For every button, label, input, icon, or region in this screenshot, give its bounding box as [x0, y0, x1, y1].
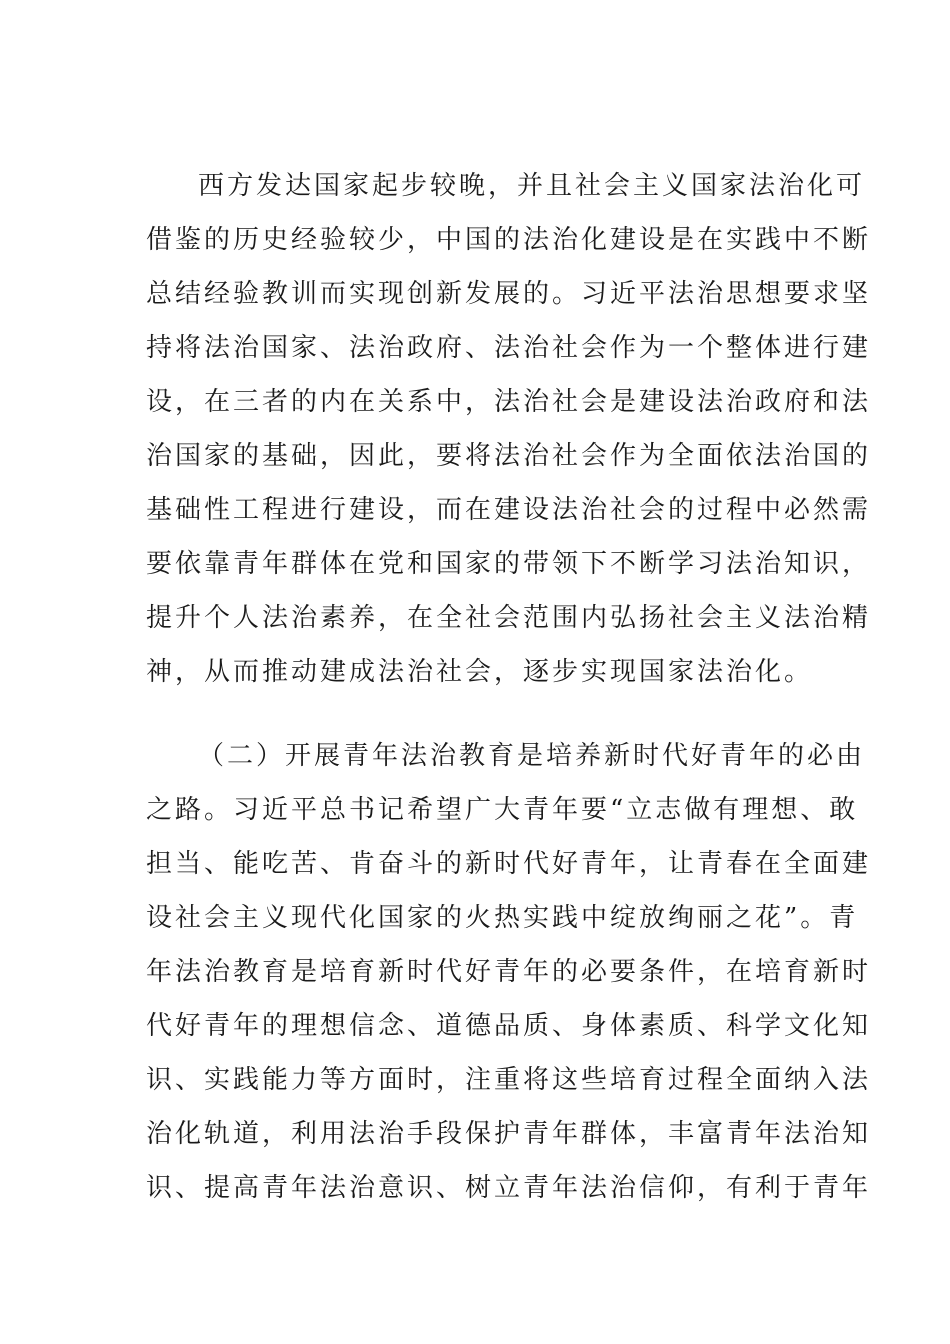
paragraph-line: 识、实践能力等方面时，注重将这些培育过程全面纳入法 — [146, 1065, 872, 1095]
paragraph-line: 治化轨道，利用法治手段保护青年群体，丰富青年法治知 — [146, 1119, 872, 1149]
paragraph-line: 担当、能吃苦、肯奋斗的新时代好青年，让青春在全面建 — [146, 849, 872, 879]
paragraph-line: 总结经验教训而实现创新发展的。习近平法治思想要求坚 — [146, 279, 872, 309]
paragraph-line: （二）开展青年法治教育是培养新时代好青年的必由 — [198, 741, 866, 771]
paragraph-line: 设社会主义现代化国家的火热实践中绽放绚丽之花”。青 — [146, 903, 859, 933]
paragraph-line: 持将法治国家、法治政府、法治社会作为一个整体进行建 — [146, 333, 872, 363]
paragraph-line: 提升个人法治素养，在全社会范围内弘扬社会主义法治精 — [146, 603, 872, 633]
paragraph-line: 基础性工程进行建设，而在建设法治社会的过程中必然需 — [146, 495, 872, 525]
paragraph-line: 年法治教育是培育新时代好青年的必要条件，在培育新时 — [146, 957, 872, 987]
paragraph-line: 代好青年的理想信念、道德品质、身体素质、科学文化知 — [146, 1011, 872, 1041]
paragraph-line: 识、提高青年法治意识、树立青年法治信仰，有利于青年 — [146, 1173, 872, 1203]
paragraph-line: 借鉴的历史经验较少，中国的法治化建设是在实践中不断 — [146, 225, 872, 255]
paragraph-line: 要依靠青年群体在党和国家的带领下不断学习法治知识， — [146, 549, 872, 579]
paragraph-line: 设，在三者的内在关系中，法治社会是建设法治政府和法 — [146, 387, 872, 417]
paragraph-line: 之路。习近平总书记希望广大青年要“立志做有理想、敢 — [146, 795, 859, 825]
paragraph-line: 神，从而推动建成法治社会，逐步实现国家法治化。 — [146, 657, 814, 687]
paragraph-line: 治国家的基础，因此，要将法治社会作为全面依法治国的 — [146, 441, 872, 471]
paragraph-line: 西方发达国家起步较晚，并且社会主义国家法治化可 — [198, 171, 866, 201]
